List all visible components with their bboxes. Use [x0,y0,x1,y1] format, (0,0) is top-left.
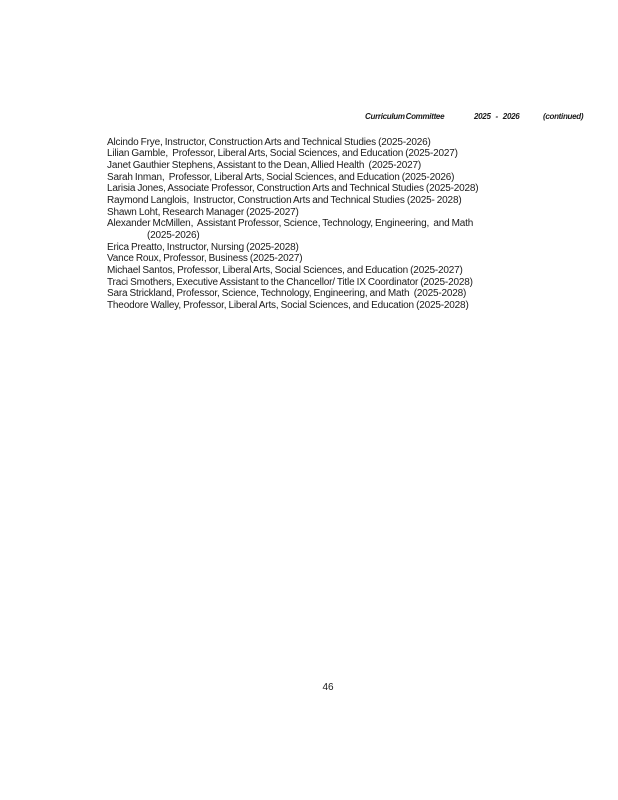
member-entry: Sara Strickland, Professor, Science, Technology, Engineering, and Math (2025-2028) [107,288,467,300]
running-header [0,112,618,124]
member-entry: Janet Gauthier Stephens, Assistant to the Dean, Allied Health (2025-2027) [107,159,422,171]
member-entry: Shawn Loht, Research Manager (2025-2027) [107,206,299,218]
continued-note: (continued) [543,112,584,121]
member-entry: Sarah Inman, Professor, Liberal Arts, Social Sciences, and Education (2025-2026) [107,171,455,183]
member-entry: Theodore Walley, Professor, Liberal Arts, Social Sciences, and Education (2025-2028) [107,299,469,311]
member-entry: Lilian Gamble, Professor, Liberal Arts, Social Sciences, and Education (2025-2027) [107,148,458,160]
member-entry: Alexander McMillen, Assistant Professor, Science, Technology, Engineering, and Math [107,218,474,230]
member-entry: Alcindo Frye, Instructor, Construction Arts and Technical Studies (2025-2026) [107,136,431,148]
member-entry: Raymond Langlois, Instructor, Construction Arts and Technical Studies (2025- 2028) [107,194,462,206]
member-entry: Vance Roux, Professor, Business (2025-2027) [107,253,303,265]
member-entry: Erica Preatto, Instructor, Nursing (2025-2028) [107,241,299,253]
page-footer [107,682,549,694]
page-number: 46 [322,681,334,693]
committee-name: Curriculum Committee [365,112,445,121]
member-entry-continuation: (2025-2026) [147,229,200,241]
term-dates: 2025 - 2026 [474,112,520,121]
member-entry: Michael Santos, Professor, Liberal Arts, Social Sciences, and Education (2025-2027) [107,264,463,276]
committee-roster [107,137,577,312]
member-entry: Larisia Jones, Associate Professor, Construction Arts and Technical Studies (2025-2028) [107,183,479,195]
member-entry: Traci Smothers, Executive Assistant to the Chancellor/ Title IX Coordinator (2025-2028) [107,276,473,288]
